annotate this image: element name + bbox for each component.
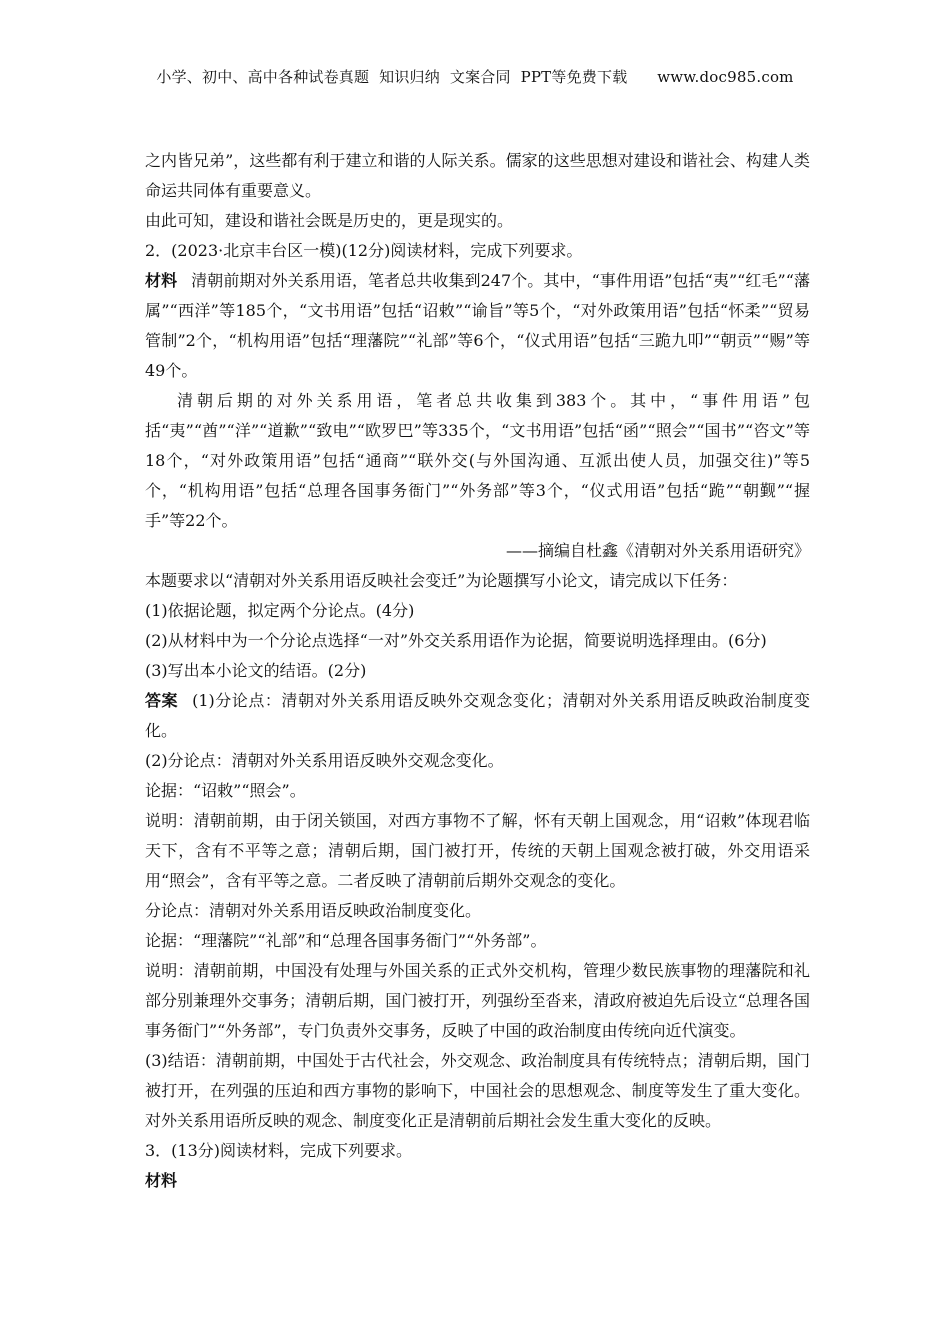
answer-2-explanation: 说明：清朝前期，由于闭关锁国，对西方事物不了解，怀有天朝上国观念，用“诏敕”体现君临天下，含有不平等之意；清朝后期，国门被打开，传统的天朝上国观念被打破，外交用语采用“照会”，含有平等之意。二者反映了清朝前后期外交观念的变化。 [145, 811, 810, 890]
answer-label: 答案 [145, 691, 179, 710]
material-paragraph-2: 清朝后期的对外关系用语，笔者总共收集到383个。其中，“事件用语”包括“夷”“酋”“洋”“道歉”“致电”“欧罗巴”等335个，“文书用语”包括“函”“照会”“国书”“咨文”等18个，“对外政策用语”包括“通商”“联外交(与外国沟通、互派出使人员，加强交往)”等5个，“机构用语”包括“总理各国事务衙门”“外务部”等3个，“仪式用语”包括“跪”“朝觐”“握手”等22个。 [145, 391, 810, 530]
task-2: (2)从材料中为一个分论点选择“一对”外交关系用语作为论据，简要说明选择理由。(6分) [145, 631, 767, 650]
prev-answer-text: 之内皆兄弟”，这些都有利于建立和谐的人际关系。儒家的这些思想对建设和谐社会、构建人类命运共同体有重要意义。 [145, 151, 810, 200]
page-header: 小学、初中、高中各种试卷真题 知识归纳 文案合同 PPT等免费下载 www.doc985.com [156, 68, 794, 86]
document-body [145, 146, 810, 1196]
question-2-material [145, 266, 810, 386]
prev-answer-conclusion: 由此可知，建设和谐社会既是历史的，更是现实的。 [145, 211, 514, 230]
task-3: (3)写出本小论文的结语。(2分) [145, 661, 367, 680]
answer-1 [145, 686, 810, 746]
material-paragraph-1: 清朝前期对外关系用语，笔者总共收集到247个。其中，“事件用语”包括“夷”“红毛”“藩属”“西洋”等185个，“文书用语”包括“诏敕”“谕旨”等5个，“对外政策用语”包括“怀柔”“贸易管制”2个，“机构用语”包括“理藩院”“礼部”等6个，“仪式用语”包括“三跪九叩”“朝贡”“赐”等49个。 [145, 271, 810, 380]
question-3-material-label: 材料 [145, 1171, 178, 1190]
answer-2b-point: 分论点：清朝对外关系用语反映政治制度变化。 [145, 901, 482, 920]
answer-3: (3)结语：清朝前期，中国处于古代社会，外交观念、政治制度具有传统特点；清朝后期，国门被打开，在列强的压迫和西方事物的影响下，中国社会的思想观念、制度等发生了重大变化。对外关系用语所反映的观念、制度变化正是清朝前后期社会发生重大变化的反映。 [145, 1051, 810, 1130]
material-label: 材料 [145, 271, 178, 290]
question-2-title: 2．(2023·北京丰台区一模)(12分)阅读材料，完成下列要求。 [145, 241, 583, 260]
answer-1-text: (1)分论点：清朝对外关系用语反映外交观念变化；清朝对外关系用语反映政治制度变化。 [145, 691, 810, 740]
task-intro: 本题要求以“清朝对外关系用语反映社会变迁”为论题撰写小论文，请完成以下任务： [145, 571, 738, 590]
answer-2-point: (2)分论点：清朝对外关系用语反映外交观念变化。 [145, 751, 504, 770]
task-1: (1)依据论题，拟定两个分论点。(4分) [145, 601, 415, 620]
question-3-title: 3．(13分)阅读材料，完成下列要求。 [145, 1141, 413, 1160]
answer-2-evidence: 论据：“诏敕”“照会”。 [145, 781, 306, 800]
answer-2b-explanation: 说明：清朝前期，中国没有处理与外国关系的正式外交机构，管理少数民族事物的理藩院和礼部分别兼理外交事务；清朝后期，国门被打开，列强纷至沓来，清政府被迫先后设立“总理各国事务衙门”“外务部”，专门负责外交事务，反映了中国的政治制度由传统向近代演变。 [145, 961, 810, 1040]
answer-2b-evidence: 论据：“理藩院”“礼部”和“总理各国事务衙门”“外务部”。 [145, 931, 547, 950]
material-source: ——摘编自杜鑫《清朝对外关系用语研究》 [505, 541, 810, 560]
